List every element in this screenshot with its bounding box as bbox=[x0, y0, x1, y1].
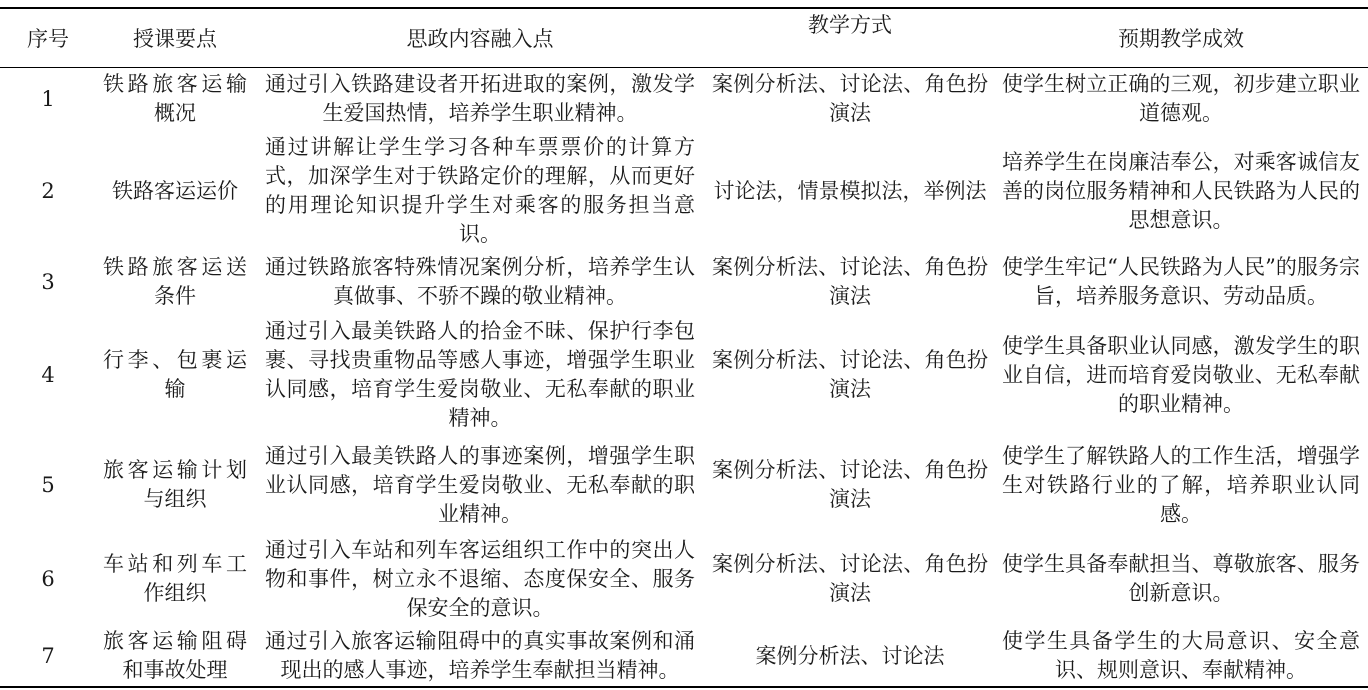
row-method: 案例分析法、讨论法、角色扮演法 bbox=[712, 72, 988, 125]
row-content: 通过铁路旅客特殊情况案例分析，培养学生认真做事、不骄不躁的敬业精神。 bbox=[265, 255, 695, 308]
row-topic: 行李、包裹运输 bbox=[103, 348, 247, 401]
row-number: 1 bbox=[41, 86, 55, 111]
row-number: 7 bbox=[41, 643, 55, 668]
row-topic: 铁路客运运价 bbox=[112, 178, 238, 203]
row-method: 案例分析法、讨论法、角色扮演法 bbox=[712, 458, 988, 511]
row-effect: 培养学生在岗廉洁奉公，对乘客诚信友善的岗位服务精神和人民铁路为人民的思想意识。 bbox=[1002, 149, 1360, 232]
row-effect: 使学生具备奉献担当、尊敬旅客、服务创新意识。 bbox=[1002, 552, 1360, 605]
bottom-rule bbox=[0, 686, 1368, 688]
row-topic: 铁路旅客运送条件 bbox=[103, 255, 247, 308]
row-number: 4 bbox=[41, 362, 55, 387]
row-topic: 车站和列车工作组织 bbox=[103, 552, 247, 605]
row-method: 讨论法，情景模拟法，举例法 bbox=[713, 178, 987, 203]
row-topic: 旅客运输计划与组织 bbox=[103, 458, 247, 511]
row-number: 5 bbox=[41, 472, 55, 497]
top-rule bbox=[0, 7, 1368, 9]
row-content: 通过引入最美铁路人的拾金不昧、保护行李包裹、寻找贵重物品等感人事迹，增强学生职业认同感，培育学生爱岗敬业、无私奉献的职业精神。 bbox=[265, 319, 695, 430]
row-effect: 使学生牢记“人民铁路为人民”的服务宗旨，培养服务意识、劳动品质。 bbox=[1002, 255, 1360, 308]
row-content: 通过引入最美铁路人的事迹案例，增强学生职业认同感，培育学生爱岗敬业、无私奉献的职业精神。 bbox=[265, 443, 695, 526]
row-method: 案例分析法、讨论法 bbox=[755, 643, 945, 668]
row-content: 通过引入车站和列车客运组织工作中的突出人物和事件，树立永不退缩、态度保安全、服务保安全的意识。 bbox=[265, 537, 695, 620]
row-number: 2 bbox=[41, 178, 55, 203]
row-content: 通过引入铁路建设者开拓进取的案例，激发学生爱国热情，培养学生职业精神。 bbox=[265, 72, 695, 125]
header-method: 教学方式 bbox=[808, 13, 892, 37]
row-method: 案例分析法、讨论法、角色扮演法 bbox=[712, 348, 988, 401]
row-effect: 使学生树立正确的三观，初步建立职业道德观。 bbox=[1002, 72, 1360, 125]
header-topic: 授课要点 bbox=[133, 27, 217, 51]
row-method: 案例分析法、讨论法、角色扮演法 bbox=[712, 552, 988, 605]
row-content: 通过引入旅客运输阻碍中的真实事故案例和涌现出的感人事迹，培养学生奉献担当精神。 bbox=[265, 629, 695, 682]
row-effect: 使学生具备职业认同感，激发学生的职业自信，进而培育爱岗敬业、无私奉献的职业精神。 bbox=[1002, 333, 1360, 416]
header-content: 思政内容融入点 bbox=[406, 27, 554, 51]
row-number: 3 bbox=[41, 269, 55, 294]
header-no: 序号 bbox=[27, 27, 69, 51]
row-topic: 铁路旅客运输概况 bbox=[103, 72, 247, 125]
row-number: 6 bbox=[41, 566, 55, 591]
row-topic: 旅客运输阻碍和事故处理 bbox=[103, 629, 247, 682]
row-effect: 使学生具备学生的大局意识、安全意识、规则意识、奉献精神。 bbox=[1002, 629, 1360, 682]
header-effect: 预期教学成效 bbox=[1118, 27, 1244, 51]
row-effect: 使学生了解铁路人的工作生活，增强学生对铁路行业的了解，培养职业认同感。 bbox=[1002, 443, 1360, 526]
row-content: 通过讲解让学生学习各种车票票价的计算方式，加深学生对于铁路定价的理解，从而更好的用理论知识提升学生对乘客的服务担当意识。 bbox=[265, 135, 695, 246]
row-method: 案例分析法、讨论法、角色扮演法 bbox=[712, 255, 988, 308]
